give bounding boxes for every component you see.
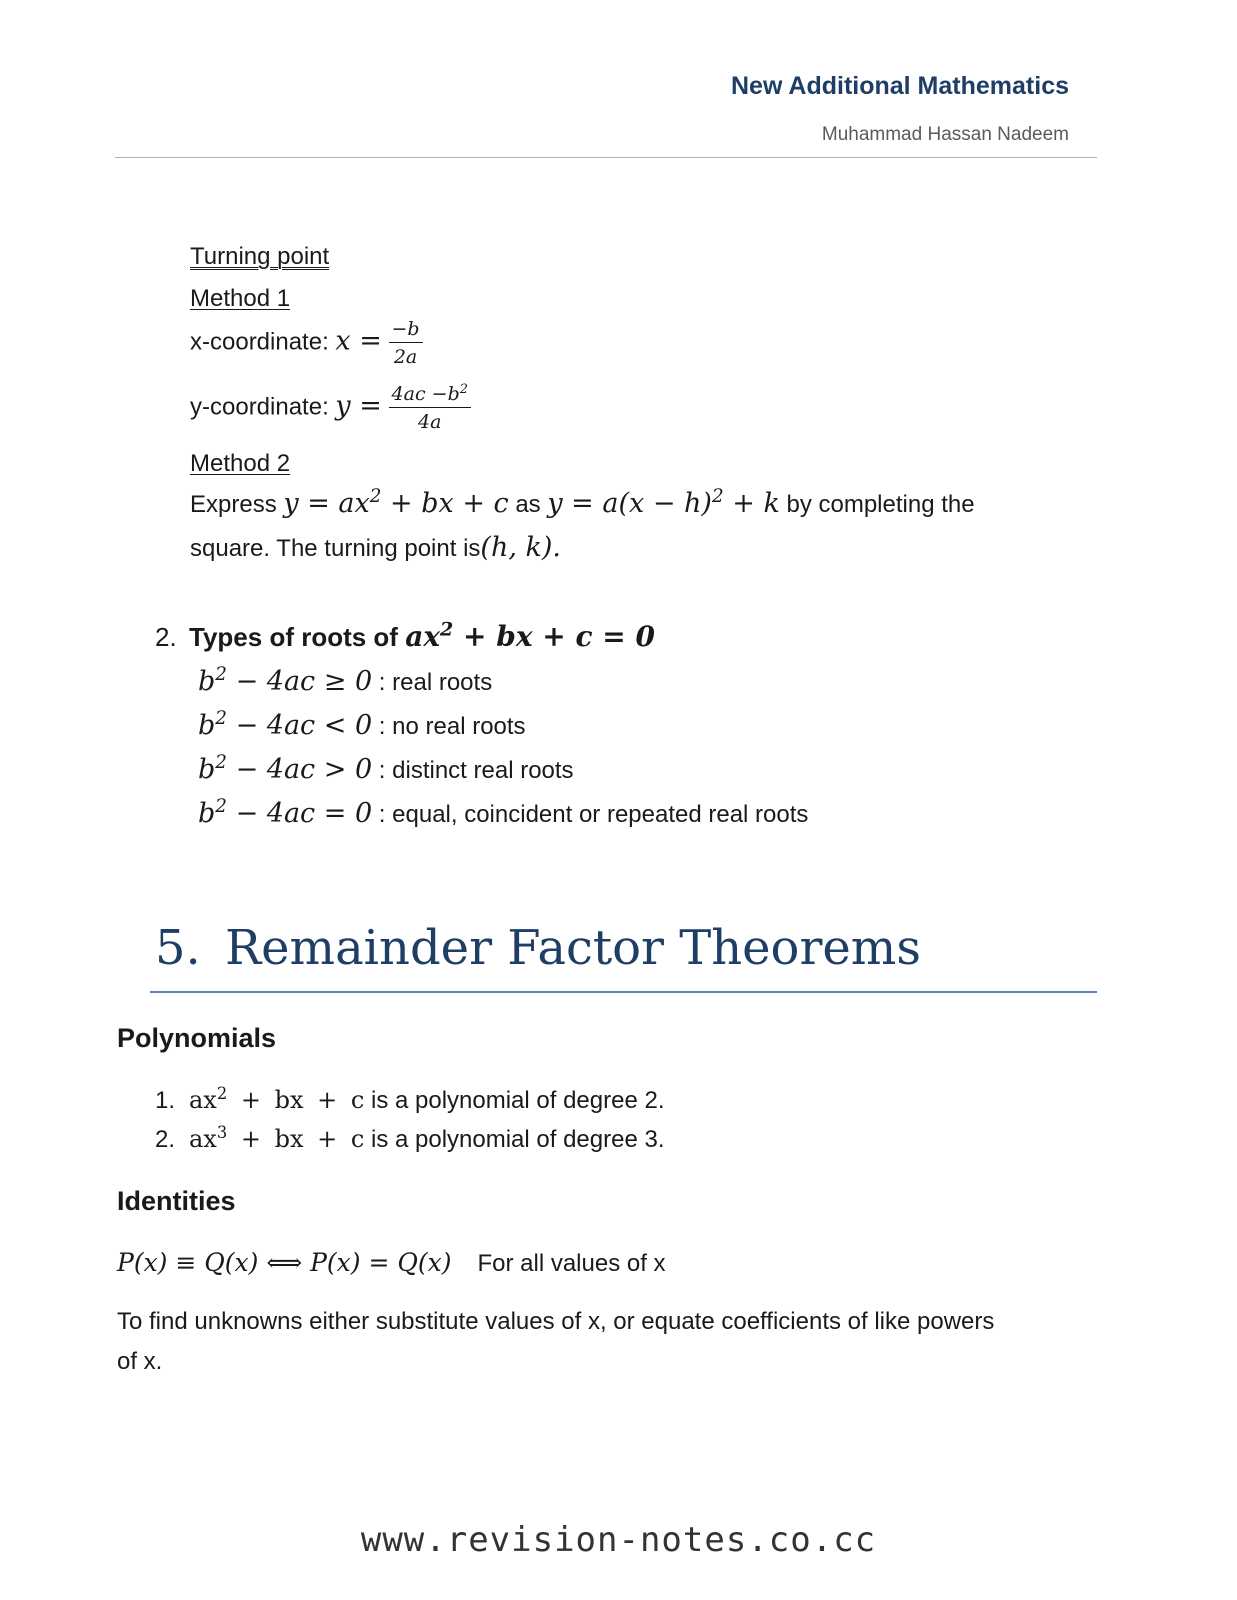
identities-heading: Identities: [117, 1186, 236, 1216]
y-fraction-denominator: 4a: [418, 411, 442, 433]
x-fraction-denominator: 2a: [393, 346, 418, 368]
polynomials-heading: Polynomials: [117, 1023, 277, 1053]
method-2-line-2: square. The turning point is(h, k).: [190, 532, 561, 563]
identity-note: For all values of x: [477, 1250, 666, 1277]
y-coordinate-formula: [190, 383, 471, 433]
x-coordinate-label: x-coordinate:: [190, 328, 336, 356]
discriminant-row: $b^2 - 4ac < 0$ : no real roots: [198, 707, 526, 741]
y-coordinate-fraction: [389, 383, 471, 433]
identities-paragraph-line-1: To find unknowns either substitute values of x, or equate coefficients of like powers: [117, 1308, 995, 1335]
discriminant-row: $b^2 - 4ac \ge 0$ : real roots: [198, 663, 493, 697]
quadratic-equation: $ax^2$ + bx + c = 0: [405, 618, 655, 653]
vertex-form-expression: $y = a(x - h)^2 + k$: [547, 485, 780, 519]
identities-paragraph-line-2: of x.: [117, 1348, 163, 1375]
turning-point-coordinates: (h, k).: [480, 532, 561, 563]
header-divider: [115, 157, 1097, 158]
list-item: 2. $ax^3$ + bx + c is a polynomial of degree 3.: [155, 1123, 665, 1153]
standard-form-expression: $y = ax^2$ + bx + c: [283, 485, 509, 519]
chapter-heading: [155, 920, 921, 976]
list-item: 1. $ax^2$ + bx + c is a polynomial of degree 2.: [155, 1084, 665, 1114]
types-of-roots-heading: 2. Types of roots of $ax^2$ + bx + c = 0: [155, 618, 655, 653]
turning-point-heading: Turning point: [190, 243, 330, 270]
header-title: New Additional Mathematics: [730, 72, 1069, 100]
footer-url: www.revision-notes.co.cc: [360, 1520, 877, 1560]
y-coordinate-lhs: y =: [335, 390, 382, 422]
x-coordinate-lhs: x =: [335, 325, 382, 357]
discriminant-row: $b^2 - 4ac = 0$ : equal, coincident or repeated real roots: [198, 795, 809, 829]
identity-equation: P(x) ≡ Q(x) ⟺ P(x) = Q(x): [117, 1248, 452, 1277]
chapter-divider: [150, 991, 1097, 993]
chapter-title: Remainder Factor Theorems: [225, 920, 921, 976]
y-fraction-numerator: $4ac -b^2$: [389, 383, 471, 408]
discriminant-row: $b^2 - 4ac > 0$ : distinct real roots: [198, 751, 574, 785]
method-2-heading: Method 2: [190, 450, 291, 477]
y-coordinate-label: y-coordinate:: [190, 393, 336, 421]
x-coordinate-formula: [190, 318, 423, 368]
list-number: 2.: [155, 622, 177, 652]
method-1-heading: Method 1: [190, 285, 291, 312]
chapter-number: 5.: [155, 920, 201, 976]
header-author: Muhammad Hassan Nadeem: [821, 124, 1069, 145]
method-2-line-1: Express $y = ax^2$ + bx + c as $y = a(x - h)^2 + k$ by completing the: [190, 485, 975, 519]
x-fraction-numerator: −b: [389, 318, 423, 343]
x-coordinate-fraction: [389, 318, 423, 368]
identity-definition: [117, 1248, 666, 1278]
